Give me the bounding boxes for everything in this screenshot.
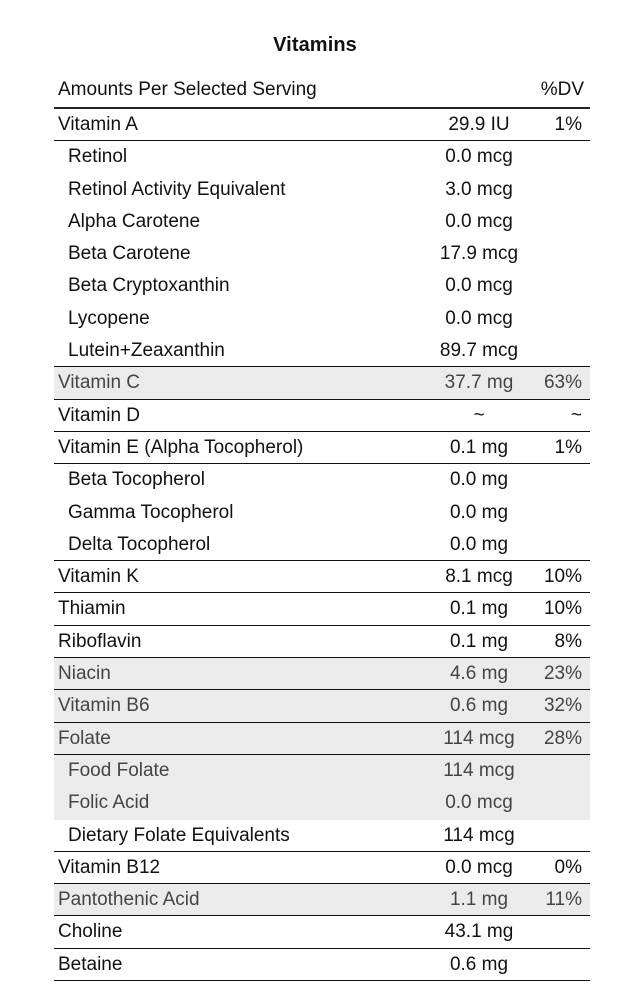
table-row	[54, 141, 590, 173]
nutrient-name: Vitamin B6	[58, 695, 150, 717]
nutrient-name: Riboflavin	[58, 630, 142, 652]
nutrient-name: Lycopene	[68, 307, 150, 329]
nutrient-name: Folic Acid	[68, 792, 150, 814]
table-row	[54, 206, 590, 238]
nutrient-name: Vitamin E (Alpha Tocopherol)	[58, 436, 304, 458]
nutrient-dv: 0%	[554, 856, 582, 878]
nutrient-amount: 29.9 IU	[448, 114, 510, 135]
nutrient-amount: 0.6 mg	[449, 953, 509, 975]
table-row	[54, 884, 590, 916]
table-row	[54, 497, 590, 529]
nutrient-amount: 0.0 mcg	[445, 146, 513, 168]
nutrient-dv: 10%	[543, 566, 582, 588]
nutrient-amount: 8.1 mcg	[445, 566, 513, 588]
nutrient-amount: 0.0 mg	[449, 469, 509, 491]
nutrient-name: Niacin	[58, 663, 111, 685]
table-row	[54, 916, 590, 948]
table-row	[54, 755, 590, 787]
table-row	[54, 400, 590, 432]
nutrient-name: Delta Tocopherol	[68, 533, 211, 555]
nutrient-name: Vitamin A	[58, 114, 138, 135]
nutrient-amount: 89.7 mcg	[439, 340, 519, 362]
nutrient-name: Folate	[58, 727, 111, 749]
table-row	[54, 238, 590, 270]
nutrient-dv: 11%	[545, 889, 582, 911]
nutrient-name: Retinol Activity Equivalent	[68, 178, 286, 200]
table-row	[54, 432, 590, 464]
nutrient-name: Dietary Folate Equivalents	[68, 824, 290, 846]
nutrient-name: Retinol	[68, 146, 128, 168]
nutrient-amount: 17.9 mcg	[439, 243, 519, 265]
table-header	[54, 74, 590, 109]
vitamins-table	[54, 74, 590, 981]
table-row	[54, 723, 590, 755]
header-dv: %DV	[540, 79, 584, 100]
nutrient-amount: 0.0 mcg	[445, 856, 513, 878]
nutrient-amount: 0.1 mg	[449, 436, 509, 458]
nutrient-amount: 3.0 mcg	[445, 178, 513, 200]
nutrient-name: Betaine	[58, 953, 123, 975]
table-row	[54, 109, 590, 141]
nutrient-dv: 63%	[543, 372, 582, 394]
nutrient-name: Vitamin C	[58, 372, 141, 394]
nutrient-name: Beta Tocopherol	[68, 469, 205, 491]
nutrient-dv: 10%	[543, 598, 582, 620]
table-row	[54, 464, 590, 496]
nutrient-name: Vitamin B12	[58, 856, 161, 878]
nutrient-amount: 0.0 mcg	[445, 275, 513, 297]
nutrient-amount: 4.6 mg	[449, 663, 509, 685]
nutrient-dv: 32%	[543, 695, 582, 717]
table-row	[54, 820, 590, 852]
nutrient-dv: ~	[570, 404, 582, 426]
nutrient-name: Thiamin	[58, 598, 126, 620]
nutrient-amount: ~	[473, 404, 485, 426]
nutrient-amount: 114 mcg	[443, 727, 515, 749]
table-row	[54, 335, 590, 367]
table-row	[54, 626, 590, 658]
table-row	[54, 658, 590, 690]
table-row	[54, 561, 590, 593]
nutrient-dv: 8%	[554, 630, 582, 652]
table-row	[54, 367, 590, 399]
nutrient-name: Choline	[58, 921, 123, 943]
nutrient-name: Vitamin D	[58, 404, 141, 426]
table-row	[54, 690, 590, 722]
table-row	[54, 787, 590, 819]
nutrient-name: Alpha Carotene	[68, 210, 201, 232]
nutrient-amount: 0.0 mcg	[445, 792, 513, 814]
table-row	[54, 852, 590, 884]
table-row	[54, 529, 590, 561]
nutrient-dv: 28%	[543, 727, 582, 749]
nutrient-amount: 0.0 mcg	[445, 210, 513, 232]
table-row	[54, 949, 590, 981]
table-row	[54, 593, 590, 625]
nutrient-name: Pantothenic Acid	[58, 889, 200, 911]
header-label: Amounts Per Selected Serving	[58, 79, 317, 100]
nutrient-dv: 1%	[554, 114, 582, 135]
nutrient-amount: 0.0 mg	[449, 533, 509, 555]
nutrient-name: Lutein+Zeaxanthin	[68, 340, 225, 362]
nutrient-amount: 0.0 mcg	[445, 307, 513, 329]
nutrient-name: Beta Cryptoxanthin	[68, 275, 230, 297]
page-title: Vitamins	[273, 34, 357, 56]
nutrient-amount: 0.1 mg	[449, 598, 509, 620]
nutrient-amount: 1.1 mg	[449, 889, 509, 911]
nutrient-name: Beta Carotene	[68, 243, 191, 265]
nutrient-amount: 0.1 mg	[449, 630, 509, 652]
nutrient-amount: 114 mcg	[443, 824, 515, 846]
table-row	[54, 174, 590, 206]
nutrient-dv: 23%	[543, 663, 582, 685]
nutrient-amount: 0.6 mg	[449, 695, 509, 717]
nutrient-name: Vitamin K	[58, 566, 139, 588]
nutrient-amount: 0.0 mg	[449, 501, 509, 523]
nutrient-amount: 114 mcg	[443, 759, 515, 781]
table-body	[54, 109, 590, 981]
nutrient-name: Food Folate	[68, 759, 170, 781]
nutrient-name: Gamma Tocopherol	[68, 501, 234, 523]
table-row	[54, 303, 590, 335]
nutrient-amount: 37.7 mg	[444, 372, 514, 394]
nutrient-dv: 1%	[554, 436, 582, 458]
table-row	[54, 270, 590, 302]
nutrient-amount: 43.1 mg	[444, 921, 514, 943]
